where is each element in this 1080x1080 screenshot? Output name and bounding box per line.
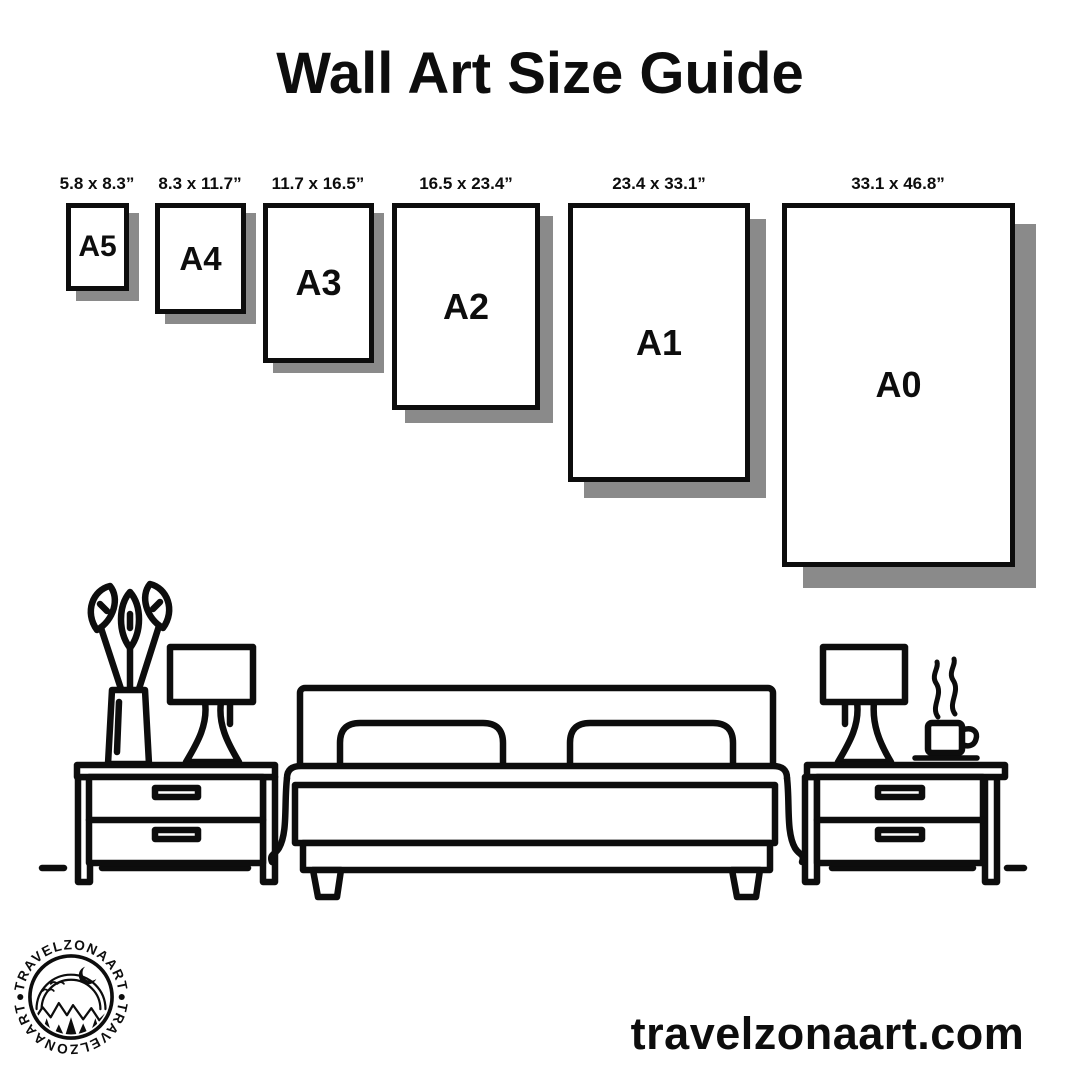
bed-base — [303, 843, 770, 870]
paper-size-name-a4: A4 — [179, 239, 222, 277]
paper-frame-a0 — [782, 203, 1015, 567]
dim-label-a5: 5.8 x 8.3” — [59, 174, 135, 193]
paper-frame-a5 — [66, 203, 129, 291]
paper-frame-a3 — [263, 203, 374, 363]
logo-arc-text-bottom: TRAVELZONAART — [11, 1001, 131, 1057]
brand-logo-badge — [0, 926, 142, 1068]
table-lamp-left-icon — [170, 647, 253, 762]
steam-icon — [934, 659, 955, 717]
page-title: Wall Art Size Guide — [276, 41, 804, 106]
coffee-cup-icon — [915, 659, 977, 758]
paper-frame-a1 — [568, 203, 750, 482]
bedroom-illustration — [0, 580, 1080, 910]
nightstand-right-icon — [805, 765, 1005, 882]
pillow-icon — [340, 723, 503, 766]
paper-size-name-a0: A0 — [875, 364, 922, 405]
duvet-edge — [287, 766, 787, 778]
logo-arc-text-top: TRAVELZONAART — [11, 937, 131, 993]
dim-label-a3: 11.7 x 16.5” — [271, 174, 365, 193]
bed-leg — [313, 870, 341, 897]
mattress — [295, 785, 775, 843]
dim-label-a0: 33.1 x 46.8” — [851, 174, 945, 193]
logo-dot-left — [17, 994, 23, 1000]
blanket-drape-right — [787, 778, 803, 862]
paper-frame-a4 — [155, 203, 246, 314]
table-lamp-right-icon — [823, 647, 905, 762]
paper-frame-a2 — [392, 203, 540, 410]
double-bed-icon — [271, 688, 803, 897]
logo-dot-right — [119, 994, 125, 1000]
dim-label-a2: 16.5 x 23.4” — [419, 174, 513, 193]
paper-size-name-a1: A1 — [635, 321, 683, 363]
dim-label-a4: 8.3 x 11.7” — [158, 174, 242, 193]
paper-size-name-a2: A2 — [442, 285, 490, 327]
plant-vase-icon — [91, 584, 169, 764]
paper-size-name-a3: A3 — [295, 262, 342, 303]
svg-text:TRAVELZONAART — [12, 937, 131, 992]
nightstand-left-icon — [77, 765, 275, 882]
website-url: travelzonaart.com — [630, 1008, 1025, 1059]
paper-size-name-a5: A5 — [78, 230, 117, 263]
dim-label-a1: 23.4 x 33.1” — [612, 174, 706, 193]
pillow-icon — [570, 723, 733, 766]
bed-leg — [732, 870, 760, 897]
